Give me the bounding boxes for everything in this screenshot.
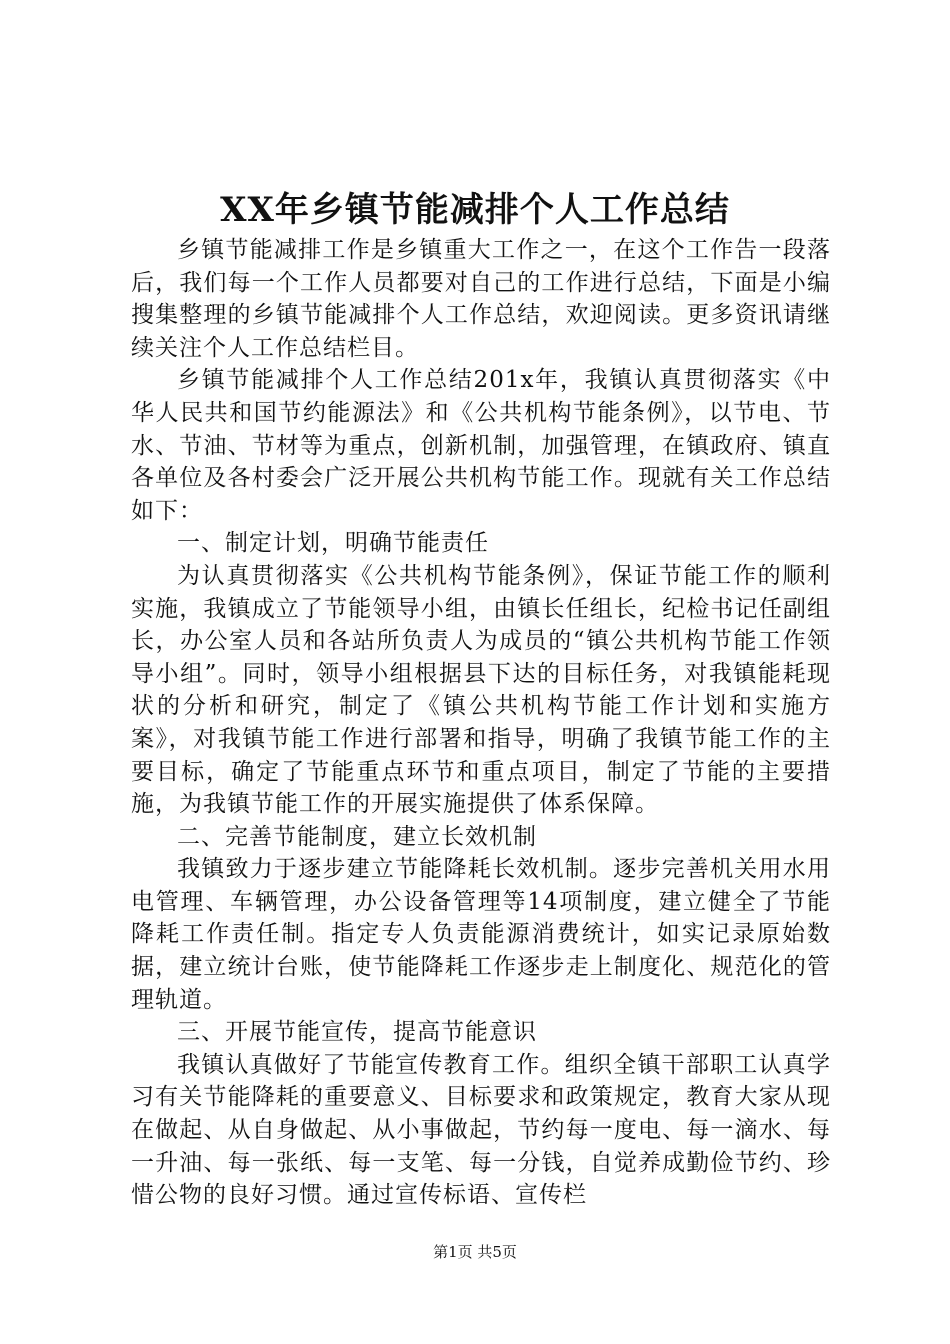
- section-heading-3: 三、开展节能宣传，提高节能意识: [177, 1019, 537, 1046]
- paragraph-section-2: 我镇致力于逐步建立节能降耗长效机制。逐步完善机关用水用电管理、车辆管理，办公设备管理等14项制度，建立健全了节能降耗工作责任制。指定专人负责能源消费统计，如实记录原始数据，建立统计台账，使节能降耗工作逐步走上制度化、规范化的管理轨道。: [131, 856, 831, 1013]
- section-heading-2: 二、完善节能制度，建立长效机制: [177, 823, 537, 850]
- paragraph-intro: 乡镇节能减排工作是乡镇重大工作之一，在这个工作告一段落后，我们每一个工作人员都要对自己的工作进行总结，下面是小编搜集整理的乡镇节能减排个人工作总结，欢迎阅读。更多资讯请继续关注个人工作总结栏目。: [131, 237, 831, 361]
- section-heading-1: 一、制定计划，明确节能责任: [177, 530, 489, 557]
- paragraph-section-1: 为认真贯彻落实《公共机构节能条例》，保证节能工作的顺利实施，我镇成立了节能领导小组，由镇长任组长，纪检书记任副组长，办公室人员和各站所负责人为成员的“镇公共机构节能工作领导小组”。同时，领导小组根据县下达的目标任务，对我镇能耗现状的分析和研究，制定了《镇公共机构节能工作计划和实施方案》，对我镇节能工作进行部署和指导，明确了我镇节能工作的主要目标，确定了节能重点环节和重点项目，制定了节能的主要措施，为我镇节能工作的开展实施提供了体系保障。: [131, 562, 831, 818]
- paragraph-section-3: 我镇认真做好了节能宣传教育工作。组织全镇干部职工认真学习有关节能降耗的重要意义、目标要求和政策规定，教育大家从现在做起、从自身做起、从小事做起，节约每一度电、每一滴水、每一升油、每一张纸、每一支笔、每一分钱，自觉养成勤俭节约、珍惜公物的良好习惯。通过宣传标语、宣传栏: [131, 1051, 831, 1209]
- paragraph-summary: 乡镇节能减排个人工作总结201x年，我镇认真贯彻落实《中华人民共和国节约能源法》和《公共机构节能条例》，以节电、节水、节油、节材等为重点，创新机制，加强管理，在镇政府、镇直各单位及各村委会广泛开展公共机构节能工作。现就有关工作总结如下：: [131, 367, 831, 524]
- page-footer: 第1页 共5页: [433, 1243, 517, 1261]
- document-title: XX年乡镇节能减排个人工作总结: [220, 190, 730, 230]
- document-body: [131, 234, 831, 1212]
